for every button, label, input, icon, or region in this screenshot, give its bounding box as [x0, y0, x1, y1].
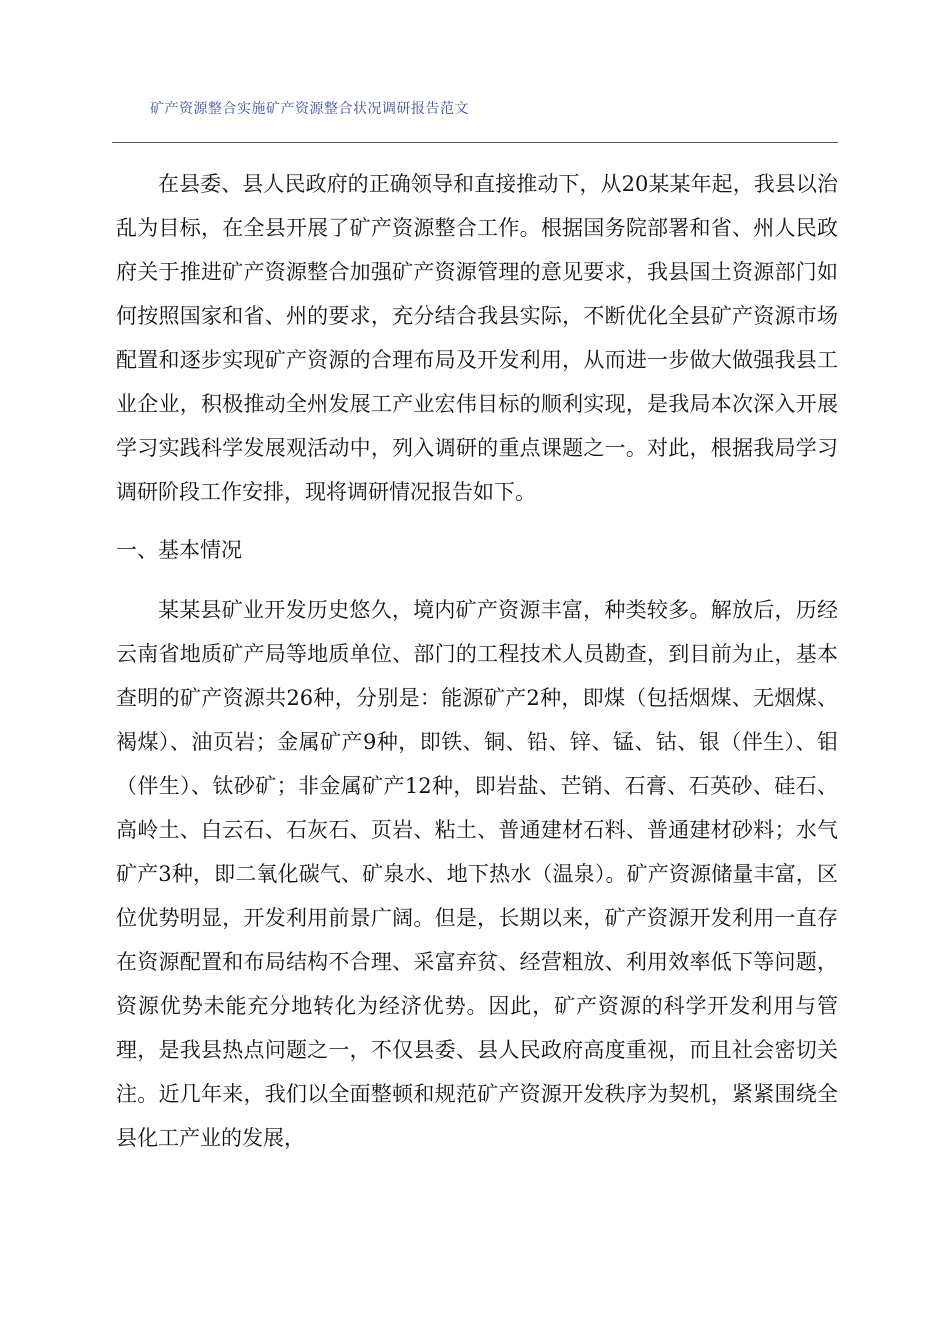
- page-header-title: 矿产资源整合实施矿产资源整合状况调研报告范文: [150, 101, 469, 117]
- paragraph-basic-situation: 某某县矿业开发历史悠久，境内矿产资源丰富，种类较多。解放后，历经云南省地质矿产局等地质单位、部门的工程技术人员勘查，到目前为止，基本查明的矿产资源共26种，分别是：能源矿产2种，即煤（包括烟煤、无烟煤、褐煤）、油页岩；金属矿产9种，即铁、铜、铅、锌、锰、钴、银（伴生）、钼（伴生）、钛砂矿；非金属矿产12种，即岩盐、芒销、石膏、石英砂、硅石、高岭土、白云石、石灰石、页岩、粘土、普通建材石料、普通建材砂料；水气矿产3种，即二氧化碳气、矿泉水、地下热水（温泉）。矿产资源储量丰富，区位优势明显，开发利用前景广阔。但是，长期以来，矿产资源开发利用一直存在资源配置和布局结构不合理、采富弃贫、经营粗放、利用效率低下等问题，资源优势未能充分地转化为经济优势。因此，矿产资源的科学开发利用与管理，是我县热点问题之一，不仅县委、县人民政府高度重视，而且社会密切关注。近几年来，我们以全面整顿和规范矿产资源开发秩序为契机，紧紧围绕全县化工产业的发展，: [116, 598, 838, 1150]
- document-body: [116, 162, 838, 1160]
- paragraph-intro: 在县委、县人民政府的正确领导和直接推动下，从20某某年起，我县以治乱为目标，在全县开展了矿产资源整合工作。根据国务院部署和省、州人民政府关于推进矿产资源整合加强矿产资源管理的意见要求，我县国土资源部门如何按照国家和省、州的要求，充分结合我县实际，不断优化全县矿产资源市场配置和逐步实现矿产资源的合理布局及开发利用，从而进一步做大做强我县工业企业，积极推动全州发展工产业宏伟目标的顺利实现，是我局本次深入开展学习实践科学发展观活动中，列入调研的重点课题之一。对此，根据我局学习调研阶段工作安排，现将调研情况报告如下。: [116, 172, 838, 504]
- header-divider: [112, 142, 838, 143]
- section-heading-basic-situation: 一、基本情况: [116, 538, 242, 562]
